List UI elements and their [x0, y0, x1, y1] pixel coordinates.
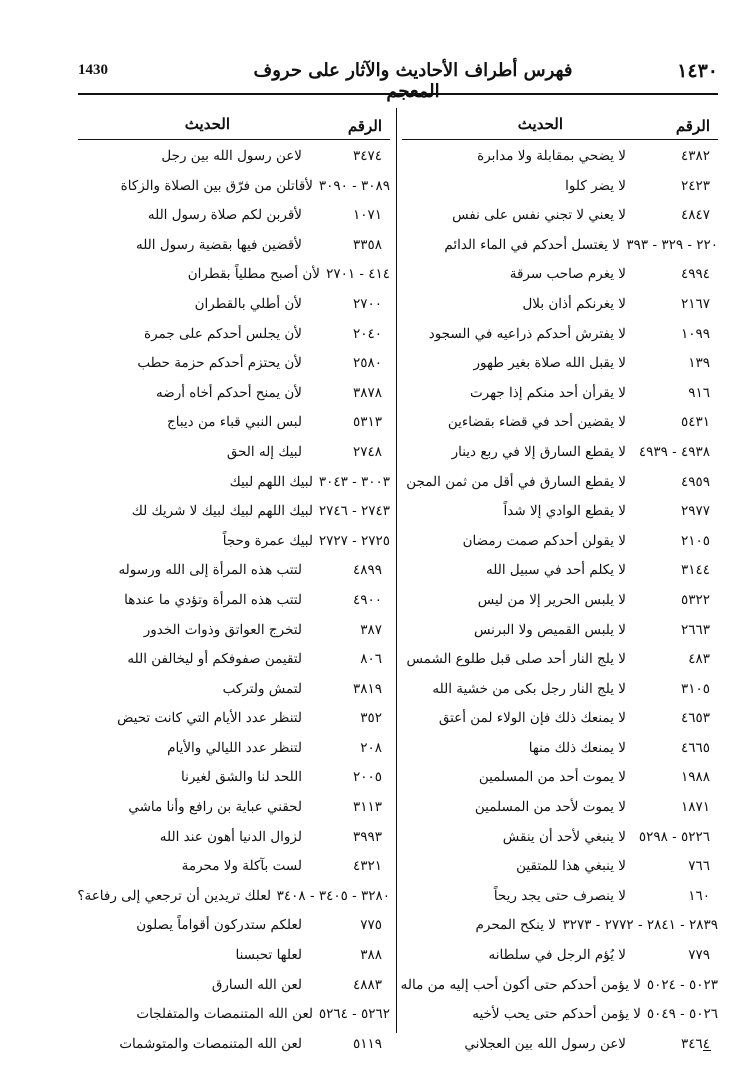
hadith-number: ٧٦٦ [688, 858, 710, 875]
hadith-number: ٣٨٧ [360, 621, 382, 638]
index-entry [78, 646, 390, 676]
column-header [78, 113, 390, 143]
hadith-number: ٣٤٦٤ [680, 1035, 710, 1052]
page-title: فهرس أطراف الأحاديث والآثار على حروف المعجم [253, 60, 573, 102]
page-number-latin: 1430 [78, 62, 108, 78]
index-entry [402, 557, 718, 587]
hadith-text: لأن يجلس أحدكم على جمرة [144, 325, 302, 342]
hadith-text: لا يلبس القميص ولا البرنس [473, 621, 626, 638]
hadith-number: ٥٢٦٢ - ٥٢٦٤ [318, 1006, 390, 1023]
index-entry [78, 498, 390, 528]
hadith-text: لست بآكلة ولا محرمة [181, 858, 302, 875]
hadith-number: ٤٣٢١ [352, 858, 382, 875]
hadith-text: لبيك عمرة وحجاً [222, 532, 313, 549]
hadith-number: ٤٩٠٠ [352, 591, 382, 608]
hadith-text: لا يضر كلوا [565, 177, 626, 194]
hadith-number: ٣٨٧٨ [352, 384, 382, 401]
hadith-text: لعلها تحبسنا [235, 947, 302, 964]
index-entry [78, 380, 390, 410]
index-entry [78, 469, 390, 499]
index-entry [402, 232, 718, 262]
hadith-number: ٣٠٠٣ - ٣٠٤٣ [318, 473, 390, 490]
hadith-text: لا يقطع السارق في أقل من ثمن المجن [406, 473, 626, 490]
index-entry [78, 617, 390, 647]
index-entry [402, 291, 718, 321]
hadith-number: ٤١٤ - ٢٧٠١ [326, 266, 390, 283]
index-entry [78, 232, 390, 262]
column-divider [396, 108, 397, 1033]
hadith-number: ٧٧٥ [360, 917, 382, 934]
hadith-number: ٢٠٠٥ [352, 769, 382, 786]
index-entry [78, 942, 390, 972]
hadith-text: لا ينبغي لأحد أن ينقش [502, 828, 626, 845]
hadith-number: ٤٩٣٨ - ٤٩٣٩ [638, 443, 710, 460]
hadith-number: ٢١٦٧ [680, 295, 710, 312]
hadith-text: لا يضحي بمقابلة ولا مدابرة [477, 148, 626, 164]
hadith-text: لا ينبغي هذا للمتقين [516, 858, 626, 875]
hadith-text: لأن أصبح مطلياً بقطران [187, 266, 320, 283]
hadith-text: لا يقطع السارق إلا في ربع دينار [451, 443, 626, 460]
index-entry [78, 557, 390, 587]
hadith-text: لاعن رسول الله بين العجلاني [464, 1035, 626, 1052]
hadith-text: لا يكلم أحد في سبيل الله [486, 562, 626, 579]
header-rule [78, 93, 718, 95]
hadith-number: ٣٢٨٠ - ٣٤٠٥ - ٣٤٠٨ [276, 887, 390, 904]
index-entry [402, 380, 718, 410]
index-entry [78, 291, 390, 321]
hadith-text: لا يموت أحد من المسلمين [478, 769, 626, 786]
index-entry [78, 764, 390, 794]
hadith-number: ٤٩٥٩ [680, 473, 710, 490]
hadith-text: لا يقرأن أحد منكم إذا جهرت [469, 384, 626, 401]
hadith-text: لبيك إله الحق [226, 443, 302, 460]
index-entry [402, 202, 718, 232]
index-entry [78, 676, 390, 706]
hadith-number: ٤٨٨٣ [352, 976, 382, 993]
hadith-text: لتنظر عدد الليالي والأيام [167, 739, 302, 756]
hadith-text: لاعن رسول الله بين رجل [161, 148, 302, 164]
hadith-text: لا يمنعك ذلك منها [528, 739, 626, 756]
hadith-text: لتقيمن صفوفكم أو ليخالفن الله [127, 651, 302, 668]
index-entry [78, 1031, 390, 1061]
index-entry [402, 498, 718, 528]
hadith-text: لا يلج النار أحد صلى قبل طلوع الشمس [406, 651, 626, 668]
number-column-label: الرقم [675, 117, 710, 135]
hadith-number: ٥٠٢٣ - ٥٠٢٤ [646, 976, 718, 993]
index-entry [78, 528, 390, 558]
hadith-text: لا يغرم صاحب سرقة [509, 266, 626, 283]
hadith-number: ٨٠٦ [360, 651, 382, 668]
index-entry [402, 853, 718, 883]
index-entry [402, 676, 718, 706]
page-number-arabic: ١٤٣٠ [677, 60, 718, 82]
index-entry [78, 409, 390, 439]
hadith-number: ٤٨٩٩ [352, 562, 382, 579]
index-entry [402, 528, 718, 558]
hadith-number: ٢٨٣٩ - ٢٨٤١ - ٢٧٧٢ - ٣٢٧٣ [562, 917, 718, 934]
hadith-text: لتنظر عدد الأيام التي كانت تحيض [117, 710, 302, 727]
index-entry [78, 972, 390, 1002]
hadith-number: ٤٨٣ [688, 651, 710, 668]
hadith-number: ٢٦٦٣ [680, 621, 710, 638]
hadith-number: ٢٥٨٠ [352, 355, 382, 372]
hadith-text: لا يقضين أحد في قضاء بقضاءين [447, 414, 626, 431]
hadith-number: ٣٤٧٤ [352, 148, 382, 164]
hadith-text: لأن يحتزم أحدكم حزمة حطب [137, 355, 302, 372]
hadith-text: لا يقولن أحدكم صمت رمضان [462, 532, 626, 549]
hadith-text: لا يموت لأحد من المسلمين [474, 799, 626, 816]
hadith-number: ٣١٤٤ [680, 562, 710, 579]
hadith-text: لا يقطع الوادي إلا شداً [503, 503, 626, 520]
index-entry [402, 261, 718, 291]
hadith-number: ٢٠٤٠ [352, 325, 382, 342]
column-header [402, 113, 718, 143]
index-entry [78, 173, 390, 203]
hadith-number: ١٨٧١ [680, 799, 710, 816]
hadith-number: ٣٩٩٣ [352, 828, 382, 845]
index-entry [402, 646, 718, 676]
index-entry [78, 143, 390, 173]
hadith-number: ٥٣٢٢ [680, 591, 710, 608]
hadith-number: ٢٤٢٣ [680, 177, 710, 194]
hadith-text: لا يفترش أحدكم ذراعيه في السجود [428, 325, 626, 342]
hadith-text: لحقني عباية بن رافع وأنا ماشي [128, 799, 302, 816]
hadith-text: لتمش ولتركب [222, 680, 302, 697]
index-entry [402, 617, 718, 647]
hadith-text: لا يلبس الحرير إلا من ليس [477, 591, 626, 608]
hadith-number: ٥١١٩ [352, 1035, 382, 1052]
index-entry [402, 883, 718, 913]
hadith-text: لا يؤمن أحدكم حتى يحب لأخيه [472, 1006, 641, 1023]
hadith-number: ٢٩٧٧ [680, 503, 710, 520]
index-entry [78, 794, 390, 824]
hadith-number: ٣١١٣ [352, 799, 382, 816]
hadith-number: ٧٧٩ [688, 947, 710, 964]
index-entry [78, 350, 390, 380]
index-entry [402, 942, 718, 972]
index-entry [78, 587, 390, 617]
hadith-text: لا يلج النار رجل بكى من خشية الله [432, 680, 626, 697]
hadith-number: ٢٧٢٥ - ٢٧٢٧ [318, 532, 390, 549]
index-entry [402, 409, 718, 439]
hadith-number: ٢٠٨ [360, 739, 382, 756]
hadith-number: ٥٠٢٦ - ٥٠٤٩ [646, 1006, 718, 1023]
hadith-number: ٢٧٠٠ [352, 295, 382, 312]
hadith-text: لأقضين فيها بقضية رسول الله [135, 236, 302, 253]
hadith-text: لأن أطلي بالقطران [194, 295, 302, 312]
index-entry [402, 587, 718, 617]
hadith-text: لا ينكح المحرم [475, 917, 556, 934]
hadith-text: لعلكم ستدركون أقواماً يصلون [136, 917, 302, 934]
index-entry [78, 853, 390, 883]
index-entry [402, 764, 718, 794]
hadith-text: لأن يمنح أحدكم أخاه أرضه [156, 384, 302, 401]
hadith-number: ٥٢٢٦ - ٥٢٩٨ [638, 828, 710, 845]
hadith-text: لعلك تريدين أن ترجعي إلى رفاعة؟ [77, 887, 271, 904]
hadith-column-label: الحديث [517, 115, 563, 133]
index-entry [402, 173, 718, 203]
hadith-number: ٤٦٥٣ [680, 710, 710, 727]
hadith-number: ٣٠٨٩ - ٣٠٩٠ [318, 177, 390, 194]
hadith-text: لعن الله المتنمصات والمتوشمات [119, 1035, 302, 1052]
hadith-number: ٤٩٩٤ [680, 266, 710, 283]
hadith-text: لا يعني لا تجني نفس على نفس [452, 207, 626, 224]
index-entry [402, 439, 718, 469]
page-header [78, 60, 718, 102]
index-entry [402, 321, 718, 351]
column-header-rule [402, 139, 718, 140]
hadith-number: ٣٨٨ [360, 947, 382, 964]
index-entry [402, 1001, 718, 1031]
index-entry [402, 824, 718, 854]
hadith-number: ٩١٦ [688, 384, 710, 401]
index-entry [78, 705, 390, 735]
hadith-text: لا يغتسل أحدكم في الماء الدائم [444, 236, 620, 253]
index-entry [402, 972, 718, 1002]
hadith-number: ٤٨٤٧ [680, 207, 710, 224]
index-entry [78, 439, 390, 469]
hadith-text: لزوال الدنيا أهون عند الله [159, 828, 302, 845]
index-entry [402, 912, 718, 942]
number-column-label: الرقم [347, 117, 382, 135]
hadith-number: ١٣٩ [688, 355, 710, 372]
hadith-number: ١٦٠ [688, 887, 710, 904]
index-column-left [78, 113, 390, 1060]
hadith-text: لا يؤمن أحدكم حتى أكون أحب إليه من ماله [400, 976, 641, 993]
hadith-number: ١٠٩٩ [680, 325, 710, 342]
hadith-text: لعن الله المتنمصات والمتفلجات [136, 1006, 313, 1023]
hadith-column-label: الحديث [184, 115, 230, 133]
hadith-number: ٣٨١٩ [352, 680, 382, 697]
column-header-rule [78, 139, 390, 140]
hadith-text: لبيك اللهم لبيك [229, 473, 313, 490]
hadith-text: لتخرج العواتق وذوات الخدور [143, 621, 302, 638]
hadith-number: ٤٣٨٢ [680, 148, 710, 164]
index-entry [78, 261, 390, 291]
hadith-text: لتتب هذه المرأة وتؤدي ما عندها [124, 591, 302, 608]
hadith-text: لا يُؤم الرجل في سلطانه [488, 947, 626, 964]
hadith-text: لأقربن لكم صلاة رسول الله [147, 207, 302, 224]
hadith-text: لا يغرنكم أذان بلال [522, 295, 626, 312]
hadith-text: لعن الله السارق [211, 976, 302, 993]
hadith-number: ٥٣١٣ [352, 414, 382, 431]
hadith-number: ٢١٠٥ [680, 532, 710, 549]
hadith-number: ١٠٧١ [352, 207, 382, 224]
hadith-text: لا ينصرف حتى يجد ريحاً [493, 887, 626, 904]
hadith-number: ٤٦٦٥ [680, 739, 710, 756]
hadith-text: لتتب هذه المرأة إلى الله ورسوله [118, 562, 302, 579]
hadith-text: لا يمنعك ذلك فإن الولاء لمن أعتق [438, 710, 626, 727]
index-entry [402, 143, 718, 173]
hadith-number: ١٩٨٨ [680, 769, 710, 786]
footer-mark [703, 1050, 711, 1051]
index-entry [402, 469, 718, 499]
hadith-number: ٢٧٤٨ [352, 443, 382, 460]
index-entry [78, 912, 390, 942]
index-entry [78, 735, 390, 765]
hadith-text: لا يقبل الله صلاة بغير طهور [473, 355, 626, 372]
hadith-text: لبيك اللهم لبيك لبيك لا شريك لك [131, 503, 313, 520]
index-entry [402, 1031, 718, 1061]
hadith-number: ٣١٠٥ [680, 680, 710, 697]
hadith-text: لأقاتلن من فرّق بين الصلاة والزكاة [120, 177, 313, 194]
hadith-number: ٢٢٠ - ٣٢٩ - ٣٩٣ [626, 236, 718, 253]
index-entry [402, 705, 718, 735]
index-entry [402, 350, 718, 380]
hadith-number: ٢٧٤٣ - ٢٧٤٦ [318, 503, 390, 520]
index-entry [78, 1001, 390, 1031]
index-entry [402, 735, 718, 765]
hadith-number: ٥٤٣١ [680, 414, 710, 431]
index-entry [78, 321, 390, 351]
index-entry [78, 202, 390, 232]
index-column-right [402, 113, 718, 1060]
index-entry [402, 794, 718, 824]
hadith-text: لبس النبي قباء من ديباج [167, 414, 302, 431]
index-entry [78, 824, 390, 854]
hadith-number: ٣٥٢ [360, 710, 382, 727]
hadith-text: اللحد لنا والشق لغيرنا [180, 769, 302, 786]
hadith-number: ٣٣٥٨ [352, 236, 382, 253]
index-entry [78, 883, 390, 913]
